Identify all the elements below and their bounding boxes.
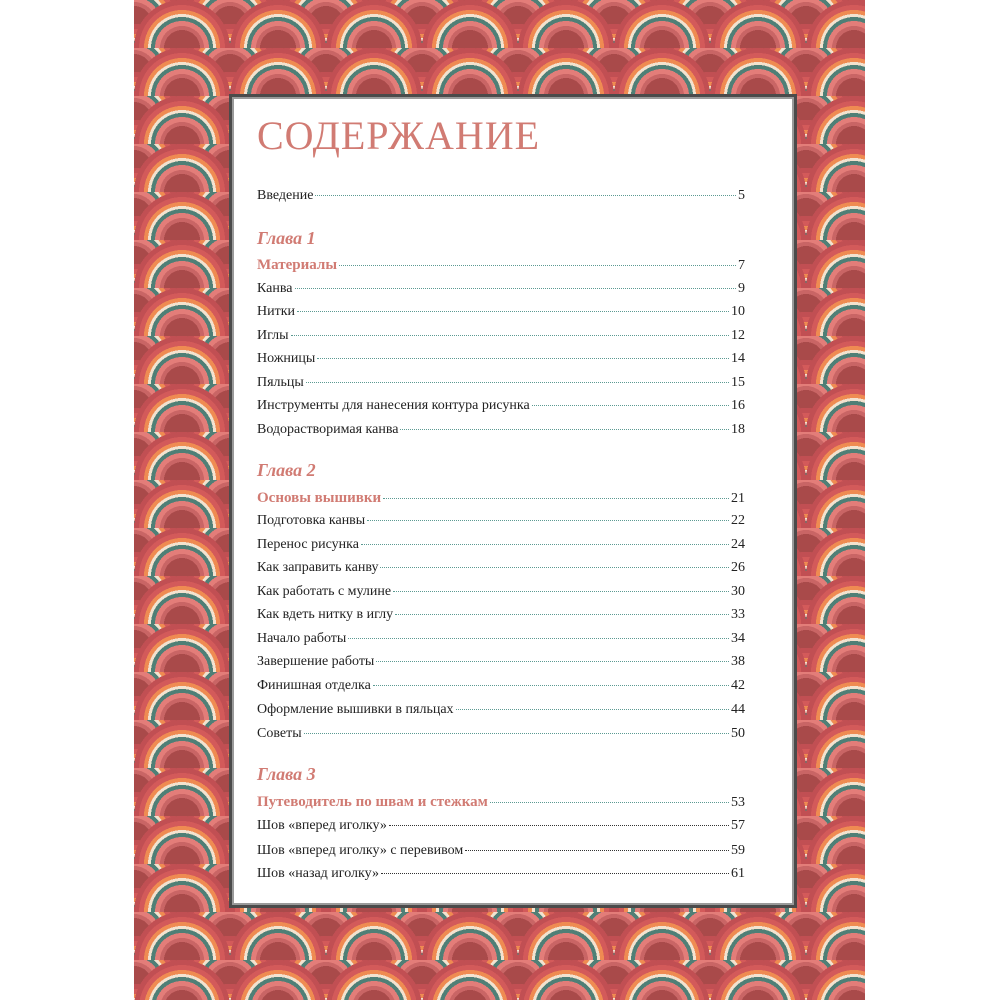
toc-entry[interactable] [257,843,745,863]
dot-leader [400,429,729,430]
toc-entry-page: 61 [731,866,745,881]
toc-entry[interactable] [257,281,745,301]
dot-leader [297,311,729,312]
toc-section-label: Путеводитель по швам и стежкам [257,794,488,810]
toc-entry-page: 22 [731,513,745,528]
toc-entry-label: Канва [257,281,293,296]
toc-section-label: Материалы [257,257,338,273]
toc-entry-label: Завершение работы [257,654,375,669]
chapter-heading: Глава 1 [257,228,316,248]
dot-leader [532,405,729,406]
toc-entry-label: Инструменты для нанесения контура рисунка [257,398,530,413]
toc-entry-page: 33 [731,607,745,622]
dot-leader [361,544,729,545]
toc-section[interactable] [257,794,745,814]
dot-leader [306,382,729,383]
toc-entry-label: Пяльцы [257,375,304,390]
toc-entry[interactable] [257,398,745,418]
dot-leader [376,661,729,662]
toc-entry-label: Ножницы [257,351,316,366]
toc-entry-label: Введение [257,188,314,203]
toc-section[interactable] [257,490,745,510]
toc-entry-page: 42 [731,678,745,693]
dot-leader [389,825,729,826]
toc-entry-page: 9 [738,281,745,296]
toc-entry-label: Финишная отделка [257,678,371,693]
toc-entry[interactable] [257,422,745,442]
toc-entry[interactable] [257,537,745,557]
toc-entry[interactable] [257,818,745,838]
toc-entry-page: 16 [731,398,745,413]
toc-entry-label: Нитки [257,304,296,319]
toc-entry-label: Начало работы [257,631,347,646]
toc-entry-label: Как работать с мулине [257,584,392,599]
dot-leader [291,335,729,336]
toc-entry-page: 38 [731,654,745,669]
dot-leader [380,567,729,568]
toc-entry-page: 24 [731,537,745,552]
page-title: СОДЕРЖАНИЕ [257,113,541,158]
toc-entry-label: Советы [257,726,302,741]
toc-entry[interactable] [257,678,745,698]
dot-leader [339,265,736,266]
toc-entry[interactable] [257,607,745,627]
dot-leader [295,288,737,289]
toc-entry[interactable] [257,328,745,348]
toc-entry-page: 34 [731,631,745,646]
dot-leader [373,685,729,686]
dot-leader [348,638,729,639]
toc-entry-page: 14 [731,351,745,366]
toc-entry-label: Шов «вперед иголку» [257,818,387,833]
toc-entry-page: 15 [731,375,745,390]
toc-entry[interactable] [257,654,745,674]
toc-entry[interactable] [257,584,745,604]
toc-entry-label: Шов «назад иголку» [257,866,379,881]
dot-leader [456,709,729,710]
toc-entry[interactable] [257,375,745,395]
dot-leader [490,802,729,803]
toc-entry-page: 18 [731,422,745,437]
toc-entry-page: 21 [731,491,745,506]
toc-entry[interactable] [257,560,745,580]
toc-entry-page: 26 [731,560,745,575]
toc-entry[interactable] [257,702,745,722]
dot-leader [381,873,729,874]
toc-entry-page: 5 [738,188,745,203]
toc-entry-page: 57 [731,818,745,833]
toc-entry-page: 53 [731,795,745,810]
toc-entry-label: Шов «вперед иголку» с перевивом [257,843,464,858]
toc-entry-page: 44 [731,702,745,717]
dot-leader [395,614,729,615]
toc-entry-page: 50 [731,726,745,741]
toc-entry-page: 59 [731,843,745,858]
toc-entry-label: Перенос рисунка [257,537,359,552]
toc-entry-page: 30 [731,584,745,599]
toc-entry-label: Как заправить канву [257,560,379,575]
dot-leader [317,358,729,359]
dot-leader [383,498,729,499]
toc-entry[interactable] [257,304,745,324]
dot-leader [315,195,736,196]
toc-entry[interactable] [257,866,745,886]
toc-entry-page: 12 [731,328,745,343]
toc-entry[interactable] [257,726,745,746]
toc-entry-intro[interactable] [257,188,745,208]
toc-section[interactable] [257,257,745,277]
dot-leader [393,591,729,592]
toc-entry-label: Оформление вышивки в пяльцах [257,702,454,717]
chapter-heading: Глава 2 [257,460,316,480]
toc-entry-label: Иглы [257,328,289,343]
toc-entry-label: Водорастворимая канва [257,422,399,437]
toc-entry[interactable] [257,513,745,533]
toc-entry-page: 7 [738,258,745,273]
chapter-heading: Глава 3 [257,764,316,784]
toc-entry-label: Подготовка канвы [257,513,366,528]
toc-entry-label: Как вдеть нитку в иглу [257,607,394,622]
toc-section-label: Основы вышивки [257,490,382,506]
toc-entry[interactable] [257,631,745,651]
dot-leader [304,733,729,734]
dot-leader [465,850,729,851]
dot-leader [367,520,729,521]
toc-entry[interactable] [257,351,745,371]
toc-entry-page: 10 [731,304,745,319]
